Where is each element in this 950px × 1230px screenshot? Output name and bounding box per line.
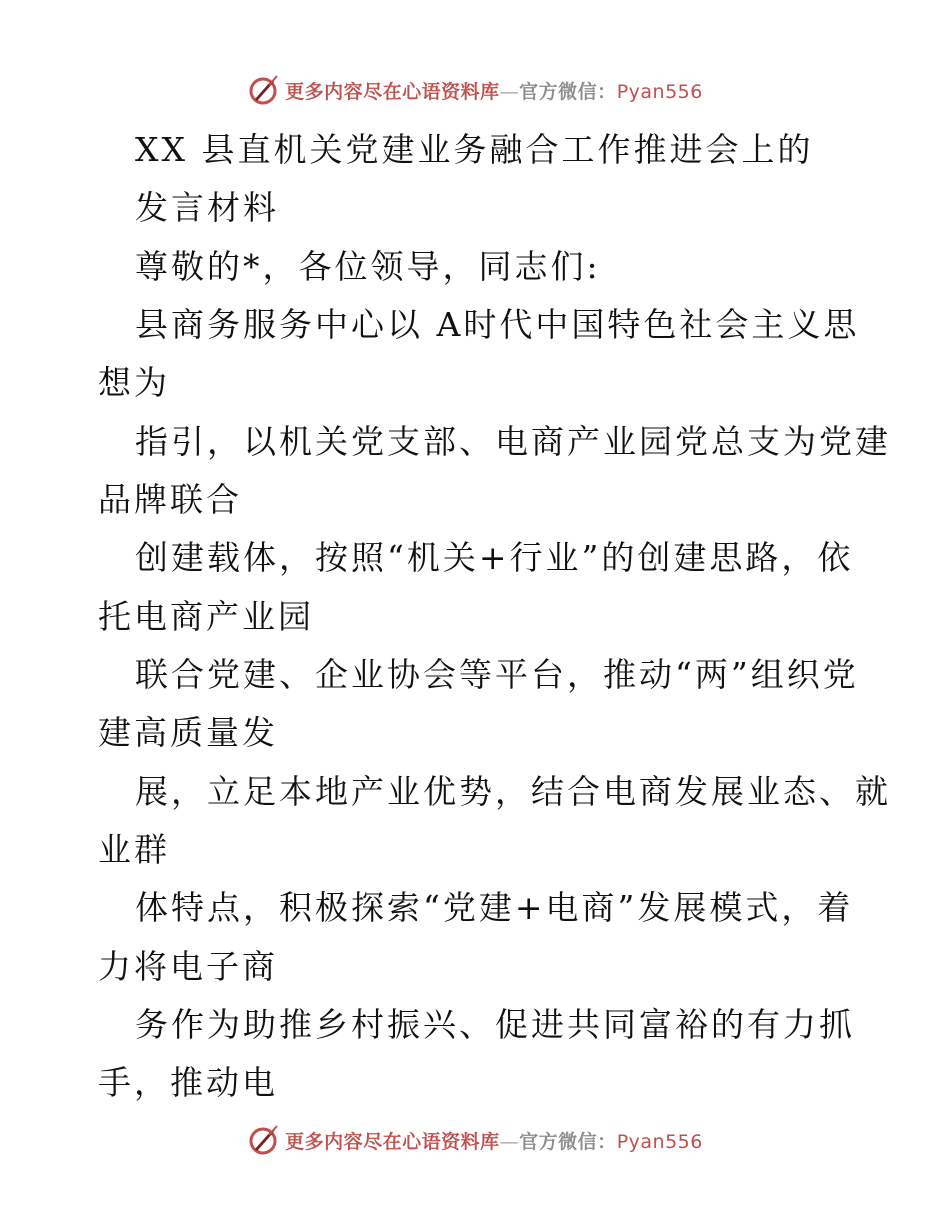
quill-logo-icon xyxy=(247,73,281,107)
text-line: 想为 xyxy=(98,363,170,402)
text-line: 务作为助推乡村振兴、促进共同富裕的有力抓 xyxy=(135,1005,855,1044)
header-watermark-banner xyxy=(0,70,950,110)
text-line: 托电商产业园 xyxy=(98,597,314,636)
banner-main-text: 更多内容尽在心语资料库 xyxy=(285,1130,500,1153)
text-line: 手，推动电 xyxy=(98,1063,278,1102)
banner-dash: — xyxy=(499,80,520,103)
text-line: 县商务服务中心以 A时代中国特色社会主义思 xyxy=(135,305,860,344)
banner-official-label: 官方微信： xyxy=(519,80,617,103)
banner-dash: — xyxy=(499,1130,520,1153)
text-line: 品牌联合 xyxy=(98,480,242,519)
text-line: 建高质量发 xyxy=(98,713,278,752)
text-line: 联合党建、企业协会等平台，推动“两”组织党 xyxy=(135,655,859,694)
quill-logo-icon xyxy=(247,1123,281,1157)
text-line: 发言材料 xyxy=(135,188,279,227)
text-line: 体特点，积极探索“党建+电商”发展模式，着 xyxy=(135,888,854,927)
banner-official-label: 官方微信： xyxy=(519,1130,617,1153)
banner-text xyxy=(285,1127,703,1154)
banner-text xyxy=(285,77,703,104)
text-line: XX 县直机关党建业务融合工作推进会上的 xyxy=(135,130,814,169)
banner-wechat-id: Pyan556 xyxy=(616,1130,703,1153)
text-line: 指引，以机关党支部、电商产业园党总支为党建 xyxy=(135,422,891,461)
text-line: 尊敬的*，各位领导，同志们: xyxy=(135,247,601,286)
banner-main-text: 更多内容尽在心语资料库 xyxy=(285,80,500,103)
text-line: 力将电子商 xyxy=(98,947,278,986)
footer-watermark-banner xyxy=(0,1120,950,1160)
text-line: 业群 xyxy=(98,830,170,869)
banner-wechat-id: Pyan556 xyxy=(616,80,703,103)
text-line: 展，立足本地产业优势，结合电商发展业态、就 xyxy=(135,772,891,811)
text-line: 创建载体，按照“机关+行业”的创建思路，依 xyxy=(135,538,854,577)
